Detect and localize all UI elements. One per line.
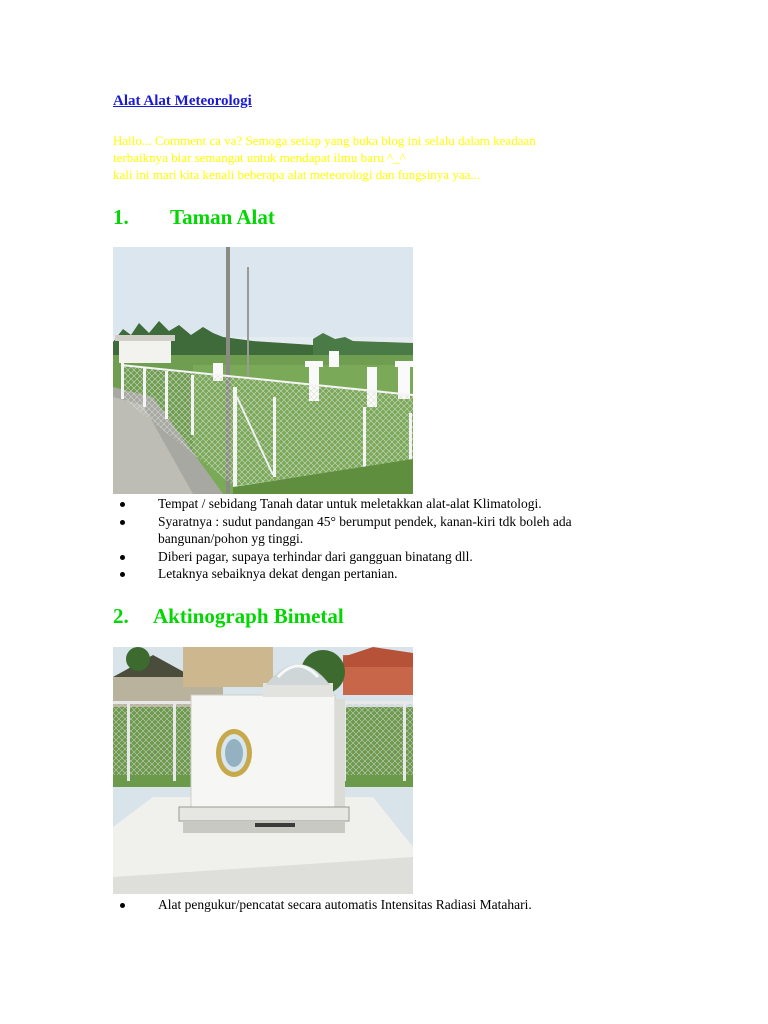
bullet-icon xyxy=(120,502,125,507)
aktinograph-photo xyxy=(113,647,413,894)
list-item: Alat pengukur/pencatat secara automatis Intensitas Radiasi Matahari. xyxy=(113,896,673,914)
section-heading-aktinograph xyxy=(113,604,344,629)
list-item: Syaratnya : sudut pandangan 45° berumput pendek, kanan-kiri tdk boleh ada bangunan/pohon yg tinggi. xyxy=(113,513,673,548)
page-title-link[interactable]: Alat Alat Meteorologi xyxy=(113,93,252,109)
taman-alat-photo xyxy=(113,247,413,494)
list-item: Tempat / sebidang Tanah datar untuk meletakkan alat-alat Klimatologi. xyxy=(113,495,673,513)
list-item: Letaknya sebaiknya dekat dengan pertanian. xyxy=(113,565,673,583)
section-heading-taman-alat xyxy=(113,205,275,230)
bullet-icon xyxy=(120,572,125,577)
intro-line: Hallo... Comment ca va? Semoga setiap yang buka blog ini selalu dalam keadaan xyxy=(113,133,536,148)
intro-line: kali ini mari kita kenali beberapa alat meteorologi dan fungsinya yaa... xyxy=(113,167,481,182)
list-item: Diberi pagar, supaya terhindar dari gangguan binatang dll. xyxy=(113,548,673,566)
aktinograph-bullet-list xyxy=(113,896,673,914)
bullet-icon xyxy=(120,555,125,560)
bullet-icon xyxy=(120,520,125,525)
intro-line: terbaiknya biar semangat untuk mendapat ilmu baru ^_^ xyxy=(113,150,406,165)
bullet-continuation: bangunan/pohon yg tinggi. xyxy=(158,531,304,546)
section-number: 2. xyxy=(113,604,129,628)
section-title: Aktinograph Bimetal xyxy=(153,604,344,628)
section-title: Taman Alat xyxy=(170,205,275,229)
intro-paragraph xyxy=(113,132,673,183)
section-number: 1. xyxy=(113,205,129,229)
bullet-icon xyxy=(120,903,125,908)
taman-alat-bullet-list xyxy=(113,495,673,583)
